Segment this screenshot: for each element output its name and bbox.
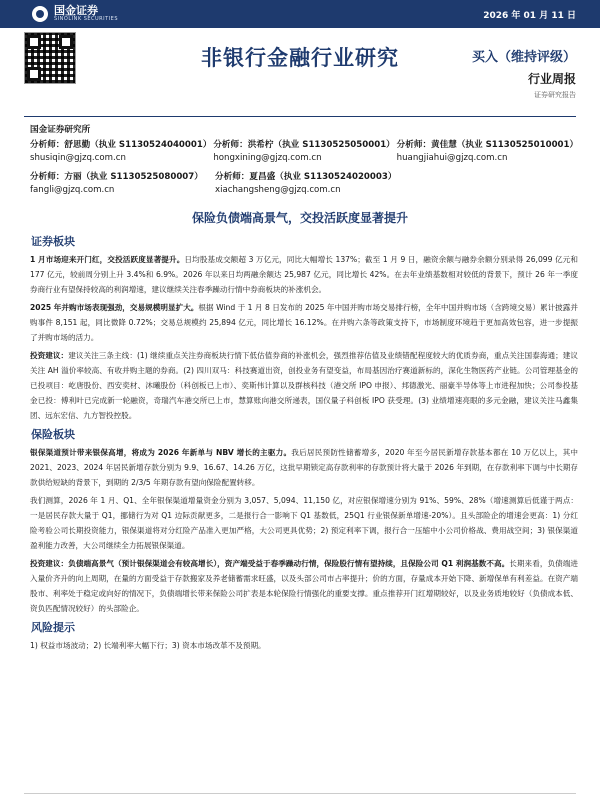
analyst-block [30, 124, 580, 197]
paragraph-text: 长期来看，负债端进入量价齐升的向上周期，在量的方面受益于存款搬家及养老储蓄需求旺盛，以及头部公司市占率提升；价的方面，存量成本开始下降、新增保单有利差益。在资产端股市、利率处于稳定或向好的情况下，负债端增长带来保险公司扩表是本轮保险行情强化的重要支撑。重点推荐开门红增期较好，以及业务质地较好（负债成本低、资负匹配情况较好）的头部险企。 [30, 559, 578, 613]
report-title: 非银行金融行业研究 [201, 46, 399, 70]
paragraph [30, 252, 578, 297]
analyst-email[interactable]: fangli@gjzq.com.cn [30, 185, 115, 195]
analyst-row [30, 171, 580, 197]
institution-name: 国金证券研究所 [30, 125, 91, 135]
paragraph [30, 493, 578, 553]
analyst-email[interactable]: hongxining@gjzq.com.cn [213, 153, 322, 163]
header-divider [24, 116, 576, 117]
company-logo [32, 5, 118, 22]
paragraph-lead: 投资建议：负债端高景气（预计银保渠道会有较高增长），资产端受益于春季躁动行情，保险股行情有望持续，且保险公司 Q1 利润基数不高。 [30, 559, 510, 568]
analyst-name: 分析师：夏昌盛（执业 S1130524020003） [215, 172, 397, 182]
section-heading-risk: 风险提示 [31, 621, 75, 634]
footer-divider [24, 793, 576, 794]
paragraph [30, 556, 578, 616]
report-body [30, 230, 578, 656]
paragraph-lead: 银保渠道预计带来银保高增，将成为 2026 年新单与 NBV 增长的主驱力。 [30, 448, 292, 457]
analyst-email[interactable]: huangjiahui@gjzq.com.cn [396, 153, 508, 163]
analyst-entry [215, 171, 400, 197]
report-header [0, 0, 600, 120]
paragraph-text: 建议关注三条主线：(1) 继续重点关注券商板块行情下低估值券商的补涨机会，强烈推荐估值及业绩错配程度较大的优质券商，重点关注国泰海通；建议关注 AH 溢价率较高、有收并购主题的券商。(2) 四川双马：科技赛道出资，创投业务有望变益，布局基因治疗赛道新标的，深化生物医药产业链。公司管理基金的已投项目：屹唐股份、西安奕材、沐曦股份（科创板已上市）、奕斯伟计算以及群核科技（港交所 IPO 申报）、邦德激光、丽豪半导体等上市进程加快；公司参投基金已投：傅利叶已完成新一轮融资，奇瑞汽车港交所已上市，慧算账向港交所递表，国仪量子科创板 IPO 获受理。(3) 业绩增速亮眼的多元金融，建议关注马鑫集团、远东宏信、九方智投控股。 [30, 351, 578, 420]
report-type: 证券研究报告 [534, 91, 576, 99]
section-heading-insurance: 保险板块 [31, 428, 75, 441]
paragraph-lead: 1 月市场迎来开门红，交投活跃度显著提升。 [30, 255, 185, 264]
analyst-name: 分析师：洪希柠（执业 S1130525050001） [213, 140, 395, 150]
analyst-email[interactable]: xiachangsheng@gjzq.com.cn [215, 185, 341, 195]
paragraph [30, 300, 578, 345]
logo-icon [32, 6, 48, 22]
logo-cn: 国金证券 [54, 4, 98, 17]
paragraph-text: 日均股基成交额超 3 万亿元，同比大幅增长 137%；截至 1 月 9 日，融资余额与融券余额分别录得 26,099 亿元和 177 亿元，较前周分别上升 3.4%和 6.9%。2026 年以来日均两融余额达 25,987 亿元，同比增长 42%。在去年业绩基数相对较低的背景下，预计 26 年一季度券商行业有望保持较高的利润增速，建议继续关注春季躁动行情中券商板块的补涨机会。 [30, 255, 578, 294]
rating-badge: 买入（维持评级） [471, 50, 576, 65]
analyst-name: 分析师：舒思勤（执业 S1130524040001） [30, 140, 212, 150]
analyst-name: 分析师：方丽（执业 S1130525080007） [30, 172, 203, 182]
paragraph-text: 我后居民预防性储蓄增多，2020 年至今居民新增存款基本都在 10 万亿以上，其中 2021、2023、2024 年居民新增存款分别为 9.9、16.67、14.26 万亿，这批早期锁定高存款利率的存款预计将大量于 2026 年到期，在存款利率下调与中长期存款供给短缺的背景下，到期的 2/3/5 年期存款有望向保险配置转移。 [30, 448, 578, 487]
report-date: 2026 年 01 月 11 日 [483, 11, 576, 21]
paragraph-lead: 2025 年并购市场表现强劲，交易规模明显扩大。 [30, 303, 199, 312]
paragraph-text: 根据 Wind 于 1 月 8 日发布的 2025 年中国并购市场交易排行榜，全年中国并购市场（含跨境交易）累计披露并购事件 8,151 起，同比微降 0.72%；交易总规模约 25,894 亿元，同比增长 16.12%。在并购六条等政策支持下，市场制度环境趋于更加高效包容，进一步提振了并购市场的活力。 [30, 303, 578, 342]
analyst-entry [30, 171, 215, 197]
paragraph-text: 1) 权益市场波动；2) 长端利率大幅下行；3) 资本市场改革不及预期。 [30, 641, 266, 650]
report-subtitle: 保险负债端高景气，交投活跃度显著提升 [191, 211, 408, 225]
paragraph [30, 638, 578, 653]
paragraph-lead: 投资建议： [30, 351, 69, 360]
paragraph [30, 445, 578, 490]
analyst-entry [397, 139, 580, 165]
paragraph-text: 我们测算，2026 年 1 月、Q1、全年银保渠道增量资金分别为 3,057、5,094、11,150 亿，对应银保增速分别为 91%、59%、28%（增速测算后低谨于两点：一是居民存款大量于 Q1，挪储行为对 Q1 边际贡献更多，二是报行合一影响下 Q1 基数低，25Q1 行业银保新单增速-20%）。且头部险企的增速会更高：1) 分红险考验公司长期投资能力，银保渠道将对分红险产品准入更加严格，大公司更具优势；2) 预定利率下调，报行合一压缩中小公司价格战、费用战空间；3) 银保渠道盈利能力改善，大公司继续全力拓展银保渠道。 [30, 496, 578, 550]
analyst-row [30, 139, 580, 165]
analyst-name: 分析师：黄佳慧（执业 S1130525010001） [396, 140, 579, 150]
analyst-entry [30, 139, 213, 165]
analyst-entry [213, 139, 396, 165]
paragraph [30, 348, 578, 423]
report-category: 行业周报 [527, 72, 576, 86]
logo-en: SINOLINK SECURITIES [54, 16, 118, 22]
section-heading-securities: 证券板块 [31, 235, 75, 248]
analyst-email[interactable]: shusiqin@gjzq.com.cn [30, 153, 126, 163]
